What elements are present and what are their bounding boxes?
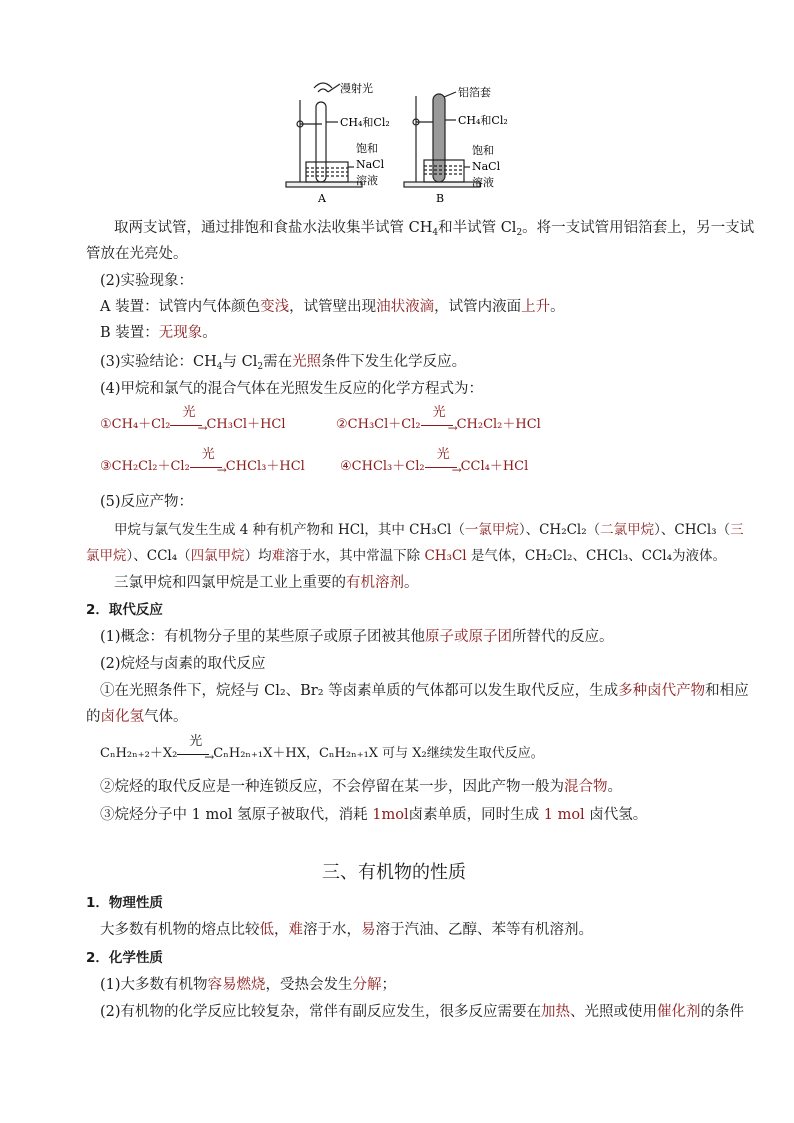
label-foil: 铝箔套 [458,86,491,99]
intro-line-1: 取两支试管，通过排饱和食盐水法收集半试管 $CH_4$和半试管 $Cl_2$。将一支试管用铝箔套上，另一支试 [114,220,755,238]
conclusion-line: (3)实验结论：$CH_4$与 $Cl_2$需在光照条件下发生化学反应。 [100,354,467,372]
alkane-line-1: ①在光照条件下，烷烃与 Cl₂、Br₂ 等卤素单质的气体都可以发生取代反应，生成多种卤代产物和相应 [100,683,749,699]
alkane-heading: (2)烷烃与卤素的取代反应 [100,656,266,672]
label-diffuse-light: 漫射光 [340,82,373,95]
products-heading: (5)反应产物： [100,494,194,510]
section-title: 三、有机物的性质 [322,862,466,883]
observation-a: A 装置：试管内气体颜色变浅，试管壁出现油状液滴，试管内液面上升。 [100,299,565,315]
phenomenon-heading: (2)实验现象： [100,273,194,289]
chain-reaction-line: ②烷烃的取代反应是一种连锁反应，不会停留在某一步，因此产物一般为混合物。 [100,779,622,795]
physical-heading: 1．物理性质 [86,895,163,911]
alkane-line-2: 的卤化氢气体。 [86,709,188,725]
products-line-2: 氯甲烷）、CCl₄（四氯甲烷）均难溶于水，其中常温下除 CH₃Cl 是气体，CH₂Cl₂、CHCl₃、CCl₄为液体。 [86,548,727,564]
label-a-sol3: 溶液 [356,174,378,187]
label-a-sol2: NaCl [356,158,385,171]
equation-4: ④CHCl₃＋Cl₂ 光 → CCl₄＋HCl [340,447,529,477]
label-a-gas: CH₄和Cl₂ [340,116,390,129]
label-a: A [318,192,326,205]
products-line-3: 三氯甲烷和四氯甲烷是工业上重要的有机溶剂。 [114,575,419,591]
products-line-1: 甲烷与氯气发生生成 4 种有机产物和 HCl，其中 CH₃Cl（一氯甲烷）、CH₂Cl₂（二氯甲烷）、CHCl₃（三 [114,522,744,538]
apparatus-illustration [280,82,520,207]
general-equation: CₙH₂ₙ₊₂＋X₂ 光 → CₙH₂ₙ₊₁X＋HX，CₙH₂ₙ₊₁X 可与 X₂继续发生取代反应。 [100,734,544,764]
intro-line-2: 管放在光亮处。 [86,246,188,262]
substitution-heading: 2．取代反应 [86,602,163,618]
label-b-sol2: NaCl [472,160,501,173]
label-b-sol3: 溶液 [472,176,494,189]
equation-3: ③CH₂Cl₂＋Cl₂ 光 → CHCl₃＋HCl [100,447,305,477]
label-b-sol1: 饱和 [472,144,494,157]
chemical-line-2: (2)有机物的化学反应比较复杂，常伴有副反应发生，很多反应需要在加热、光照或使用催化剂的条件 [100,1004,745,1020]
definition-line: (1)概念：有机物分子里的某些原子或原子团被其他原子或原子团所替代的反应。 [100,629,614,645]
label-a-sol1: 饱和 [356,142,378,155]
mole-line: ③烷烃分子中 1 mol 氢原子被取代，消耗 1mol卤素单质，同时生成 1 mol 卤代氢。 [100,807,648,823]
label-b: B [436,192,445,205]
physical-line: 大多数有机物的熔点比较低，难溶于水，易溶于汽油、乙醇、苯等有机溶剂。 [100,922,593,938]
equation-1: ①CH₄＋Cl₂ 光 → CH₃Cl＋HCl [100,405,286,435]
equation-2: ②CH₃Cl＋Cl₂ 光 → CH₂Cl₂＋HCl [336,405,541,435]
experiment-diagram [280,82,520,207]
chemical-line-1: (1)大多数有机物容易燃烧，受热会发生分解； [100,977,397,993]
chemical-heading: 2．化学性质 [86,950,163,966]
equations-heading: (4)甲烷和氯气的混合气体在光照发生反应的化学方程式为： [100,381,484,397]
label-b-gas: CH₄和Cl₂ [458,114,508,127]
observation-b: B 装置：无现象。 [100,325,217,341]
